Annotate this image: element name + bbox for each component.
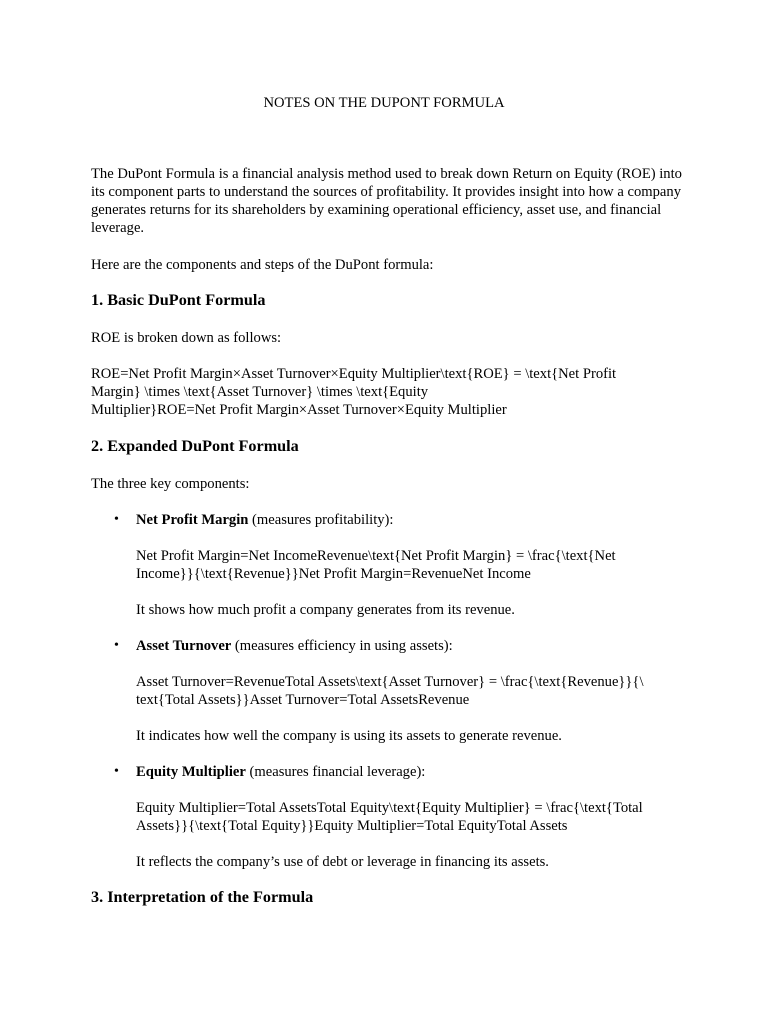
item-formula-line2: Assets}}{\text{Total Equity}}Equity Multiplier=Total EquityTotal Assets bbox=[136, 818, 568, 834]
section1-formula bbox=[91, 365, 691, 419]
item-formula bbox=[136, 547, 681, 583]
item-formula bbox=[136, 673, 681, 709]
section2-lead: The three key components: bbox=[91, 476, 250, 492]
components-intro: Here are the components and steps of the DuPont formula: bbox=[91, 257, 434, 273]
intro-paragraph: The DuPont Formula is a financial analysis method used to break down Return on Equity (ROE) into its component parts to understand the sources of profitability. It provides insight into how a company generates returns for its shareholders by examining operational efficiency, asset use, and financial leverage. bbox=[91, 166, 682, 236]
bullet-dot: • bbox=[114, 764, 119, 779]
item-name: Equity Multiplier bbox=[136, 764, 246, 780]
document-title: NOTES ON THE DUPONT FORMULA bbox=[263, 95, 505, 111]
item-note: It reflects the company’s use of debt or leverage in financing its assets. bbox=[136, 854, 549, 870]
section1-formula-line1: ROE=Net Profit Margin×Asset Turnover×Equity Multiplier\text{ROE} = \text{Net Profit bbox=[91, 366, 617, 382]
section2-heading: 2. Expanded DuPont Formula bbox=[91, 437, 299, 455]
item-formula-line1: Asset Turnover=RevenueTotal Assets\text{Asset Turnover} = \frac{\text{Revenue}}{\ bbox=[136, 674, 644, 690]
item-formula-line2: Income}}{\text{Revenue}}Net Profit Margin=RevenueNet Income bbox=[136, 566, 531, 582]
item-formula-line2: text{Total Assets}}Asset Turnover=Total AssetsRevenue bbox=[136, 692, 470, 708]
list-item-equity-multiplier bbox=[136, 763, 681, 781]
bullet-dot: • bbox=[114, 638, 119, 653]
item-desc: (measures financial leverage): bbox=[245, 764, 426, 780]
section1-formula-line3: Multiplier}ROE=Net Profit Margin×Asset Turnover×Equity Multiplier bbox=[91, 402, 507, 418]
item-formula bbox=[136, 799, 681, 835]
item-desc: (measures profitability): bbox=[248, 512, 394, 528]
item-desc: (measures efficiency in using assets): bbox=[231, 638, 453, 654]
item-name: Asset Turnover bbox=[136, 638, 232, 654]
section1-formula-line2: Margin} \times \text{Asset Turnover} \times \text{Equity bbox=[91, 384, 429, 400]
section3-heading: 3. Interpretation of the Formula bbox=[91, 888, 314, 906]
list-item-net-profit-margin bbox=[136, 511, 681, 529]
bullet-dot: • bbox=[114, 512, 119, 527]
item-formula-line1: Net Profit Margin=Net IncomeRevenue\text{Net Profit Margin} = \frac{\text{Net bbox=[136, 548, 616, 564]
item-note: It indicates how well the company is using its assets to generate revenue. bbox=[136, 728, 562, 744]
item-name: Net Profit Margin bbox=[136, 512, 249, 528]
item-formula-line1: Equity Multiplier=Total AssetsTotal Equity\text{Equity Multiplier} = \frac{\text{Total bbox=[136, 800, 643, 816]
list-item-asset-turnover bbox=[136, 637, 681, 655]
item-note: It shows how much profit a company generates from its revenue. bbox=[136, 602, 515, 618]
section1-lead: ROE is broken down as follows: bbox=[91, 330, 282, 346]
section1-heading: 1. Basic DuPont Formula bbox=[91, 291, 266, 309]
